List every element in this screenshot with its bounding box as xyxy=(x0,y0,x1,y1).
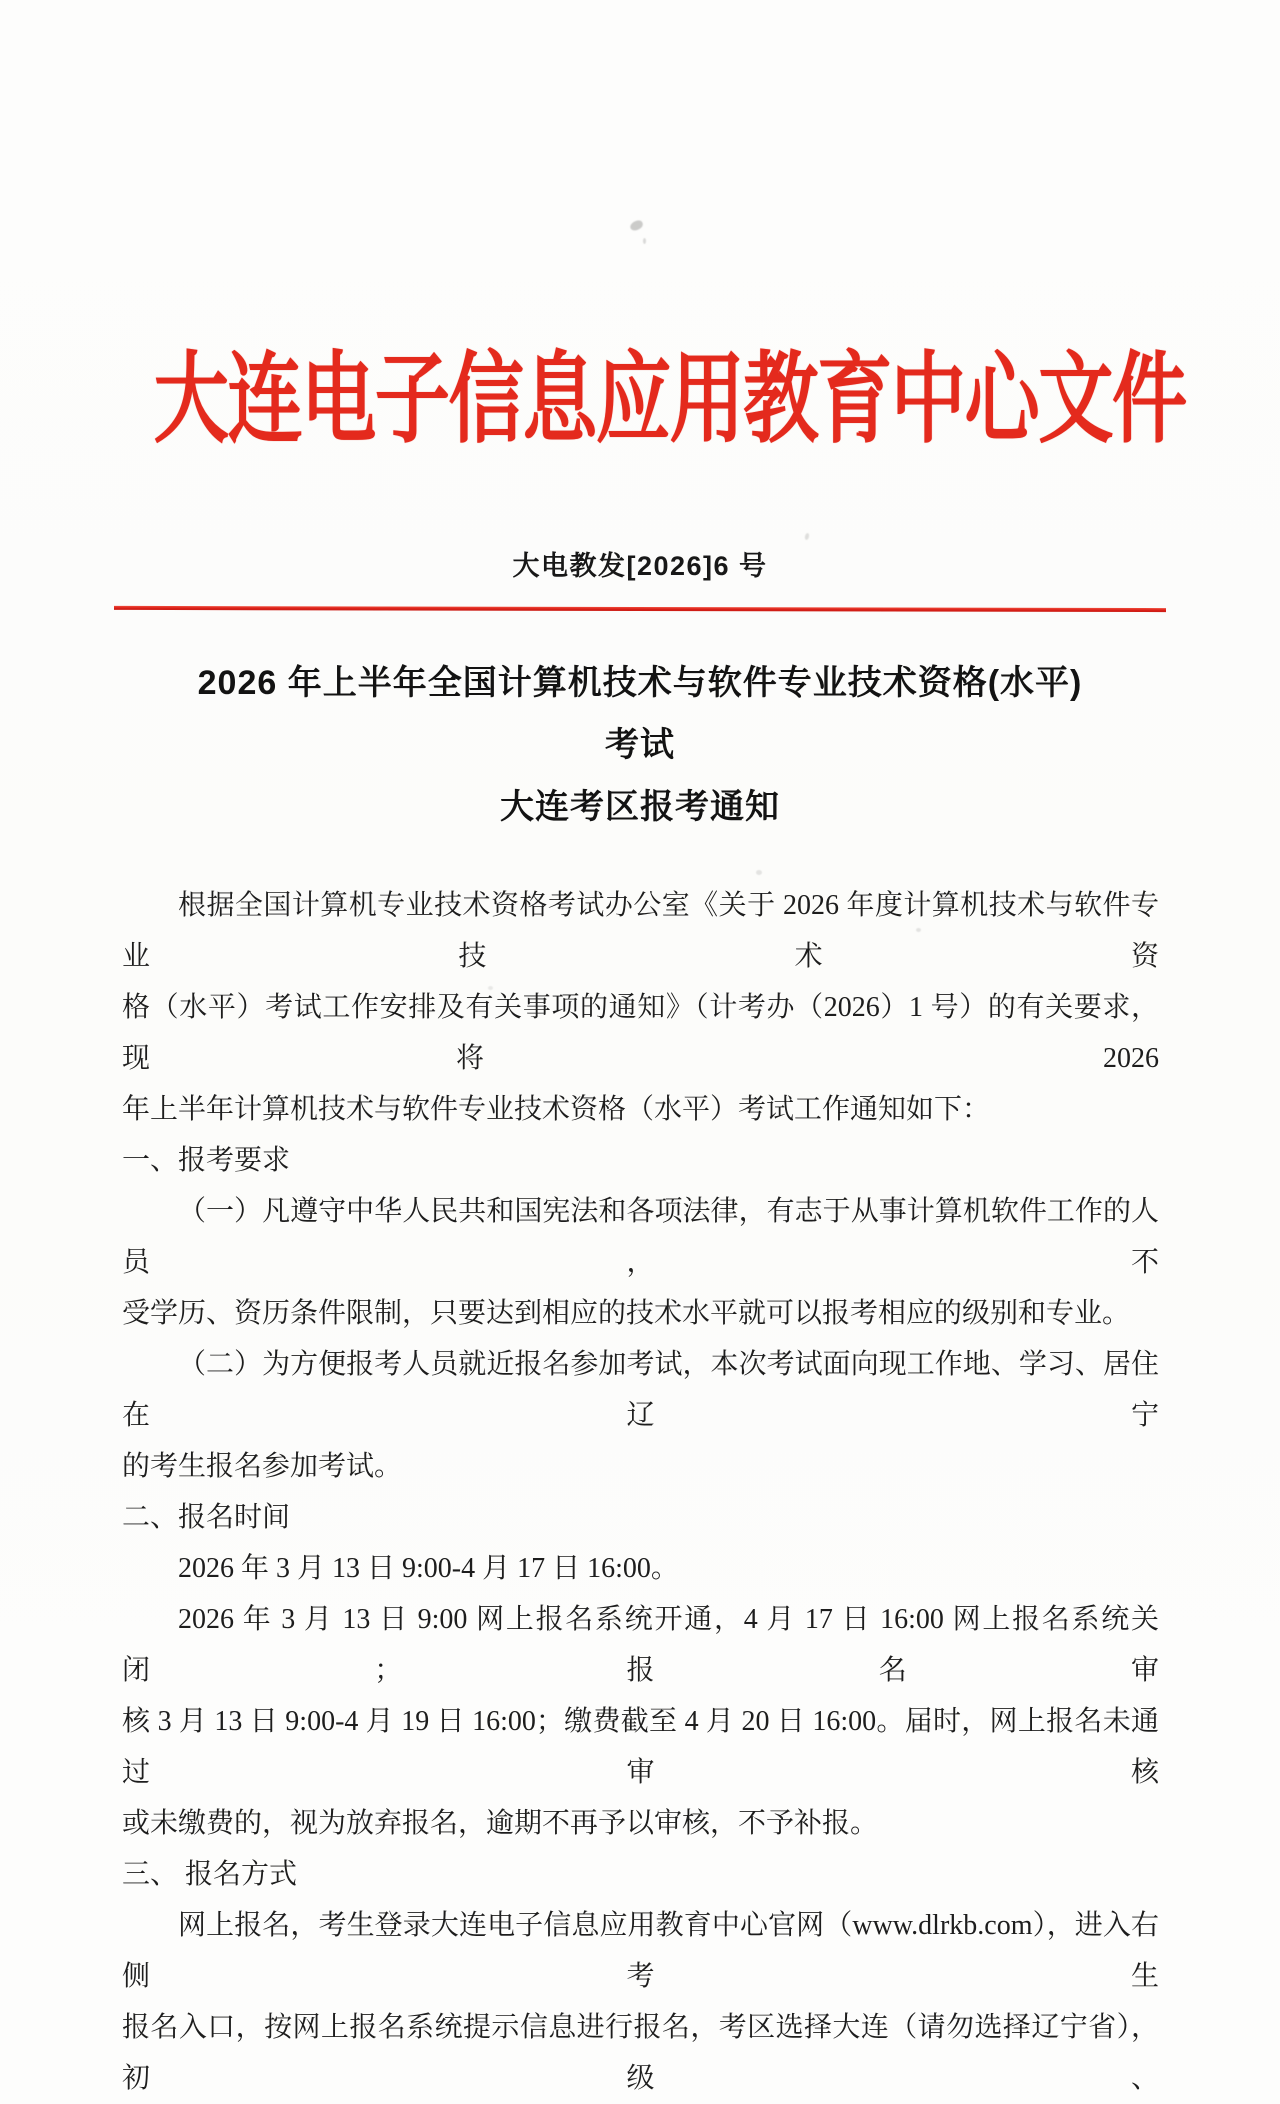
notice-title-line2: 考试 xyxy=(605,726,675,764)
document-number: 大电教发[2026]6 号 xyxy=(512,551,768,581)
body-line: 网上报名，考生登录大连电子信息应用教育中心官网（www.dlrkb.com），进入右侧考生 xyxy=(122,1910,1159,1992)
section-heading: 三、 报名方式 xyxy=(122,1859,298,1890)
scan-smudge xyxy=(756,870,762,875)
notice-title-line1: 2026 年上半年全国计算机技术与软件专业技术资格(水平) xyxy=(197,664,1083,702)
notice-title-line3: 大连考区报考通知 xyxy=(500,788,780,826)
letterhead-org-title: 大连电子信息应用教育中心文件 xyxy=(153,346,1186,455)
body-line: 的考生报名参加考试。 xyxy=(122,1451,403,1482)
body-line: 报名入口，按网上报名系统提示信息进行报名，考区选择大连（请勿选择辽宁省），初级、 xyxy=(122,2012,1159,2094)
scan-smudge xyxy=(804,533,810,541)
body-line: 2026 年 3 月 13 日 9:00 网上报名系统开通，4 月 17 日 16:00 网上报名系统关闭；报名审 xyxy=(122,1604,1159,1686)
body-line: 受学历、资历条件限制，只要达到相应的技术水平就可以报考相应的级别和专业。 xyxy=(122,1298,1131,1329)
body-line: 年上半年计算机技术与软件专业技术资格（水平）考试工作通知如下： xyxy=(122,1094,991,1125)
body-line: 2026 年 3 月 13 日 9:00-4 月 17 日 16:00。 xyxy=(178,1553,679,1584)
body-line: 根据全国计算机专业技术资格考试办公室《关于 2026 年度计算机技术与软件专业技术资 xyxy=(122,890,1159,972)
red-separator-line xyxy=(114,606,1166,612)
section-heading: 一、报考要求 xyxy=(122,1145,291,1176)
body-line: 格（水平）考试工作安排及有关事项的通知》（计考办（2026）1 号）的有关要求，现将 2026 xyxy=(122,992,1159,1074)
document-body xyxy=(122,880,1159,2104)
scan-smudge xyxy=(643,238,646,244)
section-heading: 二、报名时间 xyxy=(122,1502,291,1533)
body-line: （二）为方便报考人员就近报名参加考试，本次考试面向现工作地、学习、居住在辽宁 xyxy=(122,1349,1159,1431)
body-line: 或未缴费的，视为放弃报名，逾期不再予以审核，不予补报。 xyxy=(122,1808,879,1839)
body-line: （一）凡遵守中华人民共和国宪法和各项法律，有志于从事计算机软件工作的人员，不 xyxy=(122,1196,1159,1278)
body-line: 核 3 月 13 日 9:00-4 月 19 日 16:00；缴费截至 4 月 20 日 16:00。届时，网上报名未通过审核 xyxy=(122,1706,1159,1788)
scan-smudge xyxy=(629,219,644,232)
